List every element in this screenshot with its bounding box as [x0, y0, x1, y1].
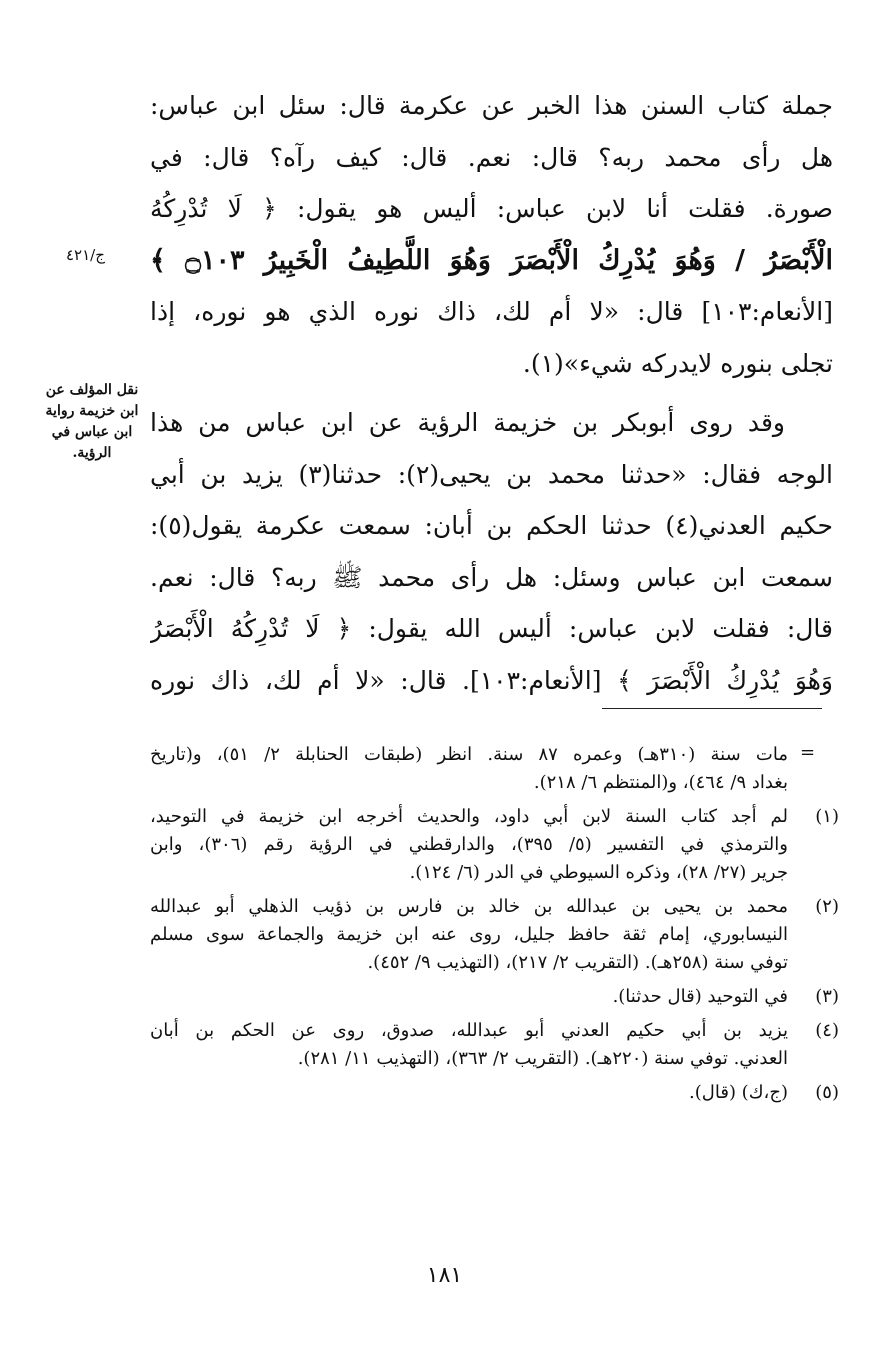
footnote-number: (١): [815, 806, 839, 827]
footnote: [150, 1079, 839, 1107]
footnote-line: في التوحيد (قال حدثنا).: [612, 986, 788, 1007]
margin-note-line: ابن خزيمة رواية: [45, 403, 139, 419]
footnote-line: لم أجد كتاب السنة لابن أبي داود، والحديث أخرجه ابن خزيمة في التوحيد،: [150, 806, 788, 827]
margin-note: [44, 380, 140, 464]
footnote-number: (٥): [815, 1082, 839, 1103]
footnote-line: العدني. توفي سنة (٢٢٠هـ). (التقريب ٢/ ٣٦٣)، (التهذيب ١١/ ٢٨١).: [297, 1048, 788, 1069]
text-line: قال: فقلت لابن عباس: أليس الله يقول: ﴿ لَا تُدْرِكُهُ الْأَبْصَرُ: [150, 614, 833, 643]
footnote-number: (٤): [815, 1020, 839, 1041]
footnote-line: والترمذي في التفسير (٥/ ٣٩٥)، والدارقطني في الرؤية رقم (٣٠٦)، وابن: [150, 834, 788, 855]
margin-note-line: الرؤية.: [72, 445, 112, 461]
quran-verse-line: الْأَبْصَرُ / وَهُوَ يُدْرِكُ الْأَبْصَرَ وَهُوَ اللَّطِيفُ الْخَبِيرُ ۝١٠٣ ﴾: [150, 244, 833, 276]
footnote: [150, 983, 839, 1011]
footnote-number: (٢): [815, 896, 839, 917]
text-line: حكيم العدني(٤) حدثنا الحكم بن أبان: سمعت عكرمة يقول(٥):: [150, 511, 833, 540]
main-text: [150, 80, 833, 706]
footnote-line: توفي سنة (٢٥٨هـ). (التقريب ٢/ ٢١٧)، (التهذيب ٩/ ٤٥٢).: [367, 952, 788, 973]
footnote-line: محمد بن يحيى بن عبدالله بن خالد بن فارس بن ذؤيب الذهلي أبو عبدالله: [150, 896, 788, 917]
text-line: وَهُوَ يُدْرِكُ الْأَبْصَرَ ﴾ [الأنعام:١٠٣]. قال: «لا أم لك، ذاك نوره: [150, 665, 833, 695]
footnote: [150, 1017, 839, 1073]
footnote-line: بغداد ٩/ ٤٦٤)، و(المنتظم ٦/ ٢١٨).: [533, 772, 788, 793]
continuation-marker: =: [800, 742, 816, 763]
text-line: صورة. فقلت أنا لابن عباس: أليس هو يقول: ﴿ لَا تُدْرِكُهُ: [150, 194, 833, 223]
margin-note-line: نقل المؤلف عن: [45, 382, 139, 398]
text-line: الوجه فقال: «حدثنا محمد بن يحيى(٢): حدثنا(٣) يزيد بن أبي: [150, 459, 833, 489]
footnote-line: جرير (٢٧/ ٢٨)، وذكره السيوطي في الدر (٦/ ١٢٤).: [409, 862, 788, 883]
manuscript-page-reference: ج/٤٢١: [66, 246, 105, 264]
footnote-line: مات سنة (٣١٠هـ) وعمره ٨٧ سنة. انظر (طبقات الحنابلة ٢/ ٥١)، و(تاريخ: [150, 744, 788, 765]
footnote: [150, 893, 839, 977]
page-number: ١٨١: [426, 1263, 463, 1288]
footnote-separator: [602, 708, 822, 709]
text-line: تجلى بنوره لايدركه شيء»(١).: [522, 348, 833, 378]
text-line: وقد روى أبوبكر بن خزيمة الرؤية عن ابن عباس من هذا: [150, 408, 785, 437]
footnote-line: يزيد بن أبي حكيم العدني أبو عبدالله، صدوق، روى عن الحكم بن أبان: [150, 1020, 788, 1041]
footnote-continuation: [150, 741, 833, 797]
margin-note-line: ابن عباس في: [51, 424, 133, 440]
footnote: [150, 803, 839, 887]
text-line: جملة كتاب السنن هذا الخبر عن عكرمة قال: سئل ابن عباس:: [150, 91, 833, 120]
footnotes: [150, 741, 839, 1113]
footnote-number: (٣): [815, 986, 839, 1007]
footnote-line: النيسابوري، إمام ثقة حافظ جليل، روى عنه ابن خزيمة والجماعة سوى مسلم: [150, 924, 788, 945]
text-line: [الأنعام:١٠٣] قال: «لا أم لك، ذاك نوره الذي هو نوره، إذا: [150, 297, 833, 326]
text-line: هل رأى محمد ربه؟ قال: نعم. قال: كيف رآه؟ قال: في: [150, 142, 833, 172]
footnote-line: (ج،ك) (قال).: [689, 1082, 788, 1103]
text-line: سمعت ابن عباس وسئل: هل رأى محمد ﷺ ربه؟ قال: نعم.: [150, 562, 833, 592]
